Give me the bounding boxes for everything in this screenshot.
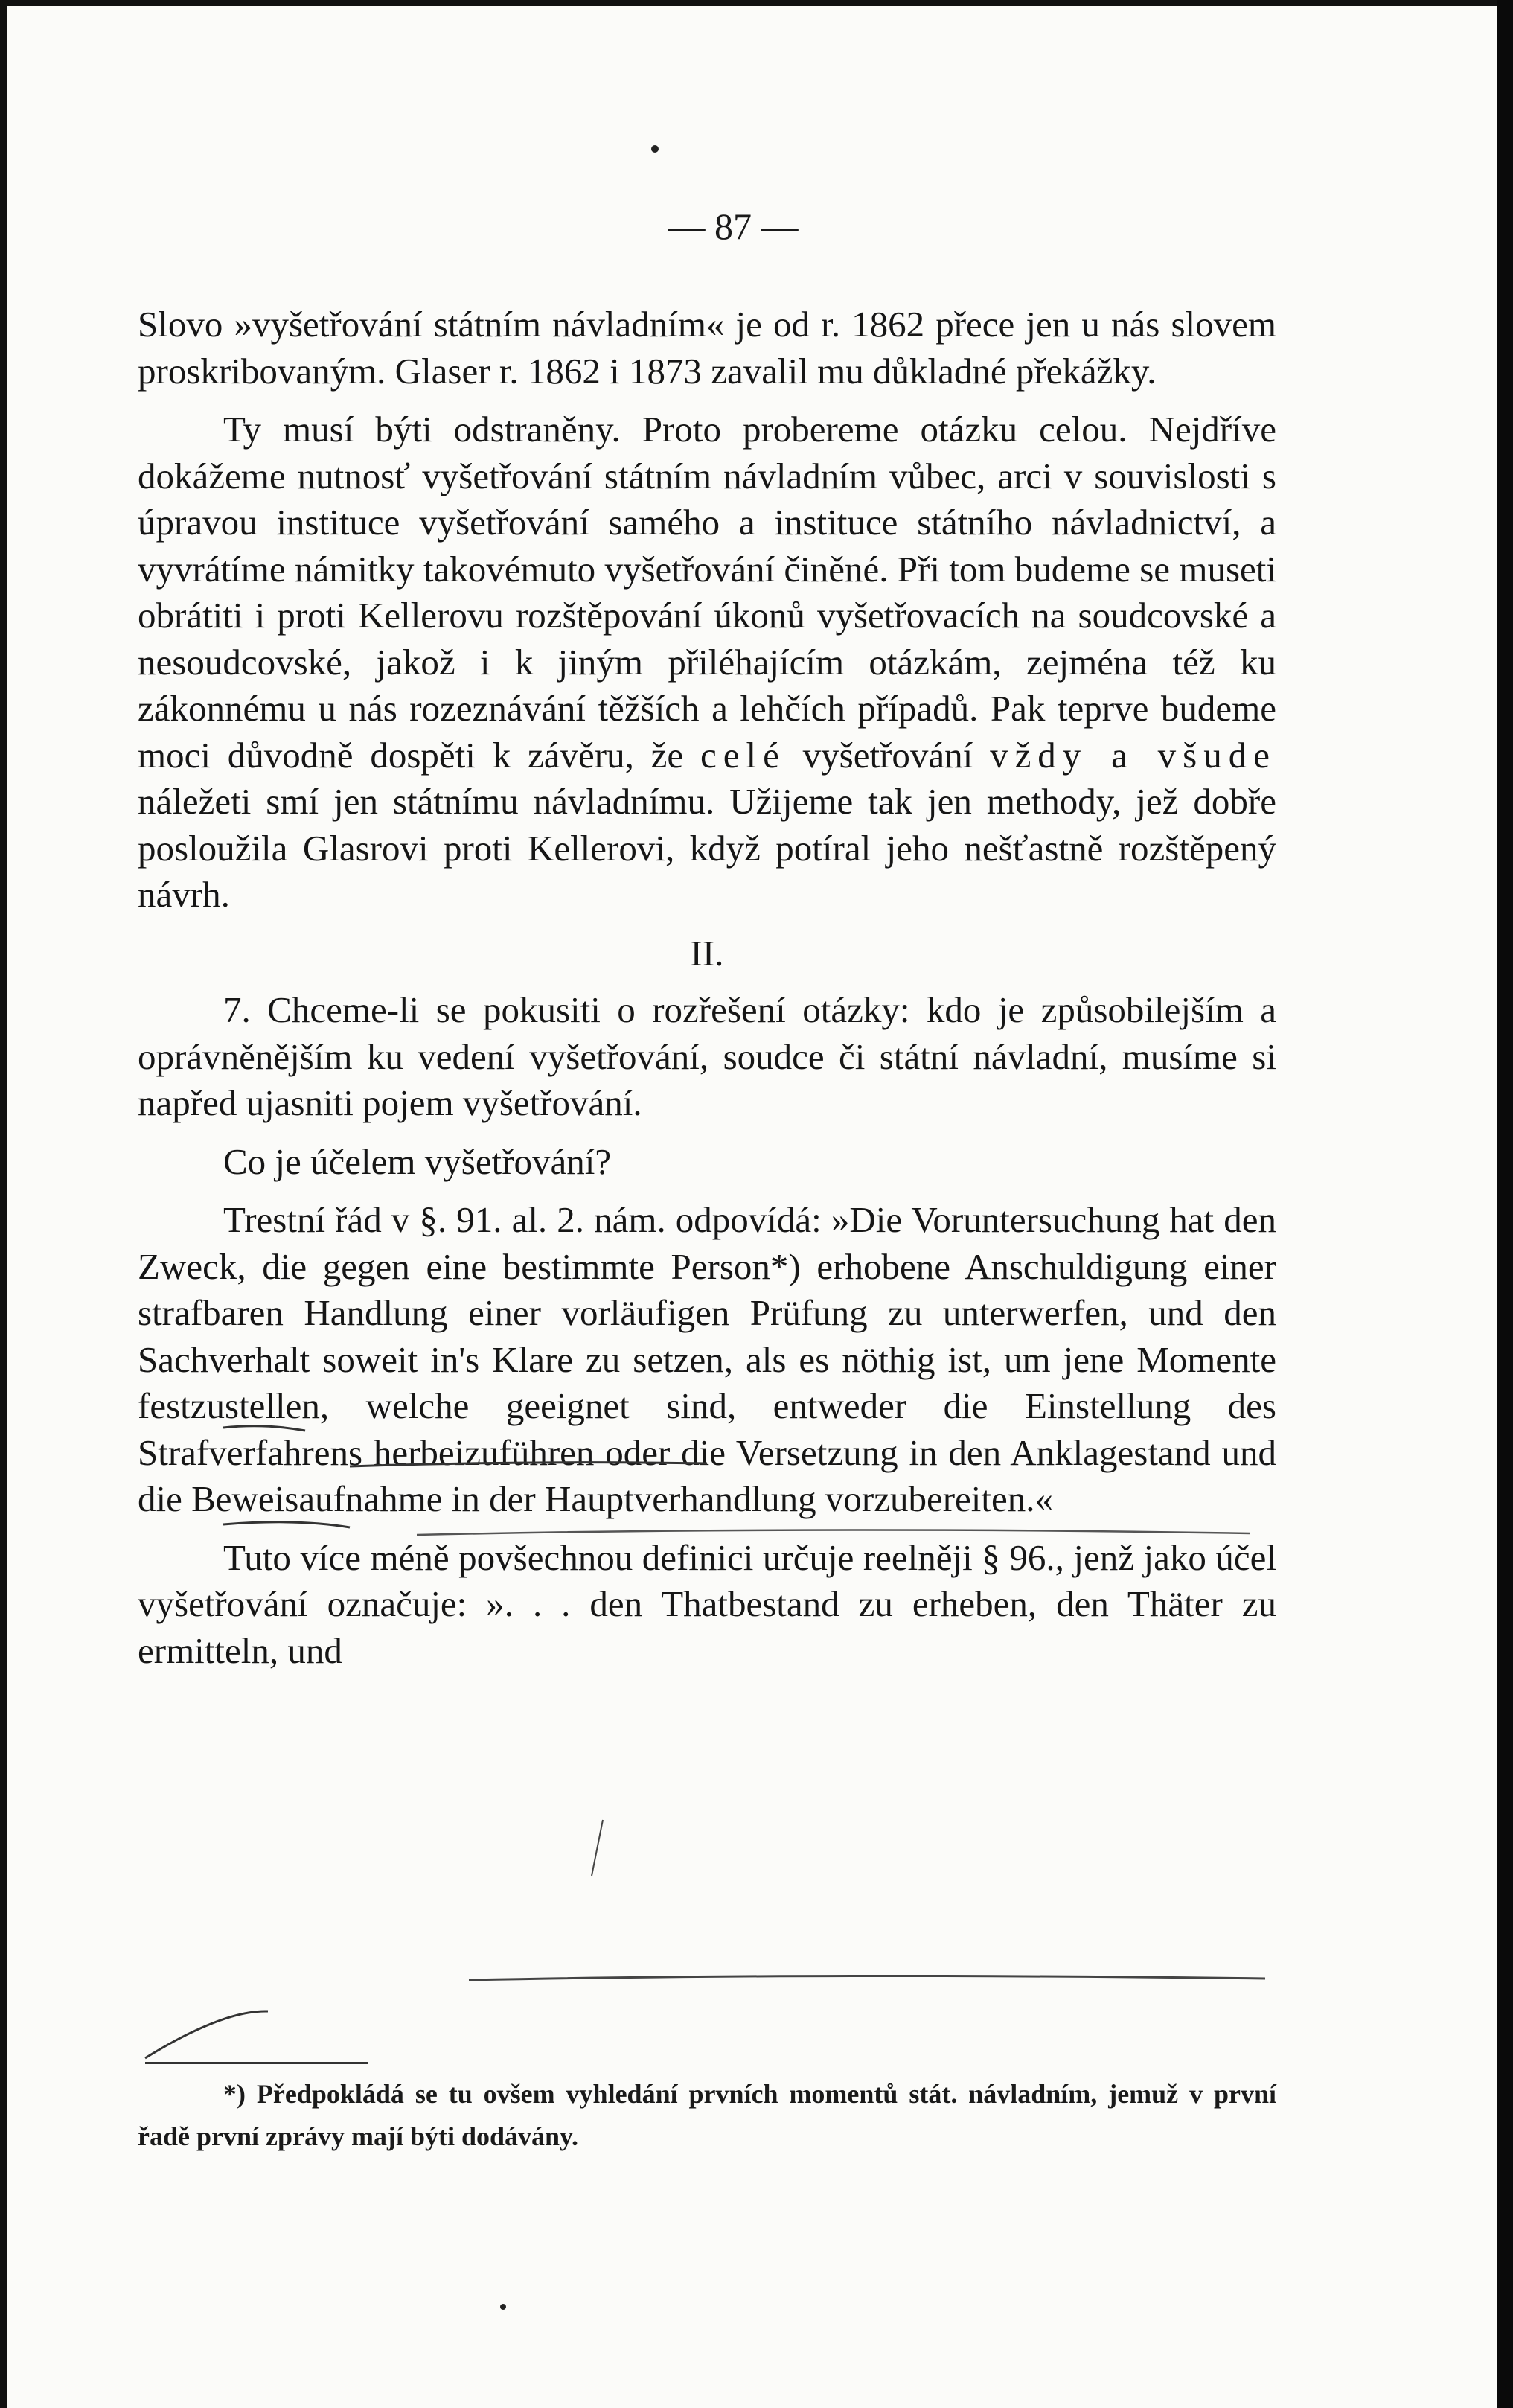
paragraph: Trestní řád v §. 91. al. 2. nám. odpovídá: »Die Voruntersuchung hat den Zweck, die gegen eine bestimmte Person*) erhobene Anschuldigung einer strafbaren Handlung einer vorläufigen Prüfung zu unterwerfen, und den Sachverhalt soweit in's Klare zu setzen, als es nöthig ist, um jene Momente festzustellen, welche geeignet sind, entweder die Einstellung des Strafverfahrens herbeizuführen oder die Versetzung in den Anklagestand und die Beweisaufnahme in der Hauptverhandlung vorzubereiten.« [138, 1199, 1276, 1519]
pencil-stroke [145, 2011, 268, 2058]
footnote-rule [145, 2062, 368, 2064]
paragraph-text: Ty musí býti odstraněny. Proto probereme otázku celou. Nejdříve dokážeme nutnosť vyšetřování státním návladním vůbec, arci v souvislosti s úpravou instituce vyšetřování samého a instituce státního návladnictví, a vyvrátíme námitky takovémuto vyšetřování činěné. Při tom budeme se museti obrátiti i proti Kellerovu rozštěpování úkonů vyšetřovacích na soudcovské a nesoudcovské, jakož i k jiným přiléhajícím otázkám, zejména též ku zákonnému u nás rozeznávání těžších a lehčích případů. Pak teprve budeme moci důvodně dospěti k závěru, že [138, 409, 1276, 776]
pencil-underline [223, 1522, 350, 1527]
paragraph: Slovo »vyšetřování státním návladním« je od r. 1862 přece jen u nás slovem proskribovaným. Glaser r. 1862 i 1873 zavalil mu důkladné překážky. [138, 304, 1276, 392]
paragraph-text: náležeti smí jen státnímu návladnímu. Užijeme tak jen methody, jež dobře posloužila Glasrovi proti Kellerovi, když potíral jeho nešťastně rozštěpený návrh. [138, 781, 1276, 915]
footnote [138, 2073, 1276, 2158]
paragraph: 7. Chceme-li se pokusiti o rozřešení otázky: kdo je způsobilejším a oprávněnějším ku vedení vyšetřování, soudce či státní návladní, musíme si napřed ujasniti pojem vyšetřování. [138, 989, 1276, 1123]
emphasis-text: celé [700, 734, 786, 776]
page-number: — 87 — [668, 205, 799, 247]
pencil-stroke [223, 1426, 305, 1431]
pencil-underline [469, 1976, 1265, 1980]
pencil-underline [350, 1463, 707, 1466]
pencil-stroke [592, 1820, 603, 1876]
scan-edge-right [1497, 0, 1513, 2408]
question-line: Co je účelem vyšetřování? [223, 1140, 612, 1182]
paragraph: Tuto více méně povšechnou definici určuje reelněji § 96., jenž jako účel vyšetřování označuje: ». . . den Thatbestand zu erheben, den Thäter zu ermitteln, und [138, 1536, 1276, 1671]
pencil-underline [417, 1530, 1250, 1535]
footnote-text: *) Předpokládá se tu ovšem vyhledání prvních momentů stát. návladním, jemuž v první řadě první zprávy mají býti dodávány. [138, 2079, 1276, 2151]
paragraph-text: vyšetřování [802, 734, 973, 776]
section-heading: II. [690, 932, 724, 974]
emphasis-text: vždy a všude [990, 734, 1276, 776]
